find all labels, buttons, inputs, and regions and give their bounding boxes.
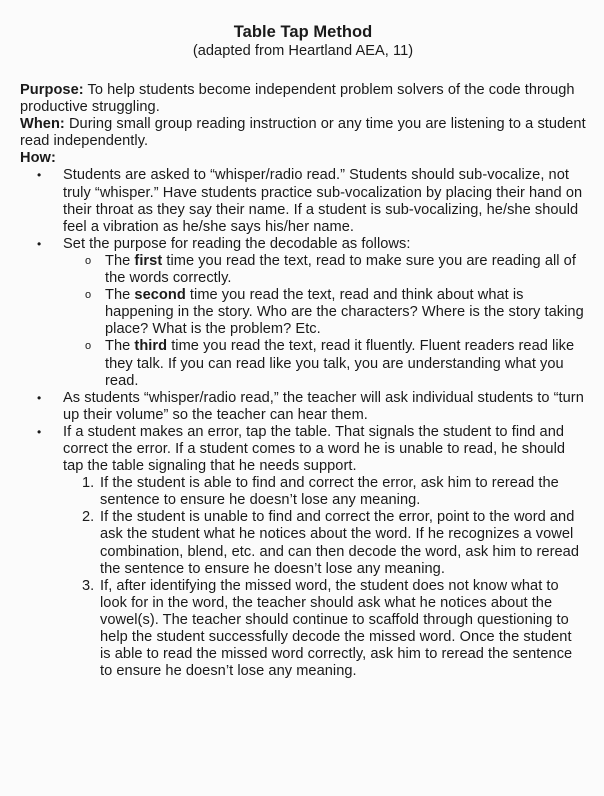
sub-bullet-text-pre: The xyxy=(105,338,135,355)
numbered-step xyxy=(82,475,586,509)
purpose-text: To help students become independent problem solvers of the code through productive struggling. xyxy=(20,82,575,116)
circle-bullet-icon: o xyxy=(85,289,92,302)
bullet-item xyxy=(37,167,586,235)
sub-bullet-text-pre: The xyxy=(105,287,135,304)
bullet-item xyxy=(37,235,586,390)
sub-bullet-text-pre: The xyxy=(105,252,135,269)
step-text: If the student is able to find and correct the error, ask him to reread the sentence to ensure he doesn’t lose any meaning. xyxy=(100,475,559,509)
bullet-icon: • xyxy=(37,424,42,439)
sub-bullet-text-post: time you read the text, read it fluently. Fluent readers read like they talk. If you can read like you talk, you are understanding what you read. xyxy=(105,338,575,389)
reading-purpose-list xyxy=(63,253,586,390)
how-label: How: xyxy=(20,150,56,167)
bullet-item xyxy=(37,423,586,680)
sub-bullet-text-post: time you read the text, read to make sure you are reading all of the words correctly. xyxy=(105,252,576,287)
error-steps-list xyxy=(63,475,586,680)
sub-bullet-text-post: time you read the text, read and think about what is happening in the story. Who are the characters? Where is the story taking place? What is the problem? Etc. xyxy=(105,287,584,338)
bullet-icon: • xyxy=(37,236,42,251)
bullet-text: Students are asked to “whisper/radio read.” Students should sub-vocalize, not truly “whisper.” Have students practice sub-vocalization by placing their hand on their throat as they say their name. If a student is sub-vocalizing, he/she should feel a vibration as he/she says his/her name. xyxy=(63,167,583,235)
purpose-label: Purpose: xyxy=(20,82,84,98)
numbered-step xyxy=(82,577,586,681)
bullet-text: As students “whisper/radio read,” the teacher will ask individual students to “turn up their volume” so the teacher can hear them. xyxy=(63,389,584,423)
when-label: When: xyxy=(20,116,65,133)
how-heading xyxy=(20,150,586,167)
sub-bullet-item xyxy=(85,338,586,389)
purpose-paragraph xyxy=(20,82,586,116)
how-bullet-list xyxy=(20,167,586,680)
step-number: 1. xyxy=(82,475,95,492)
sub-bullet-emphasis: first xyxy=(134,252,163,269)
when-text: During small group reading instruction or any time you are listening to a student read independently. xyxy=(20,116,586,150)
page-title: Table Tap Method xyxy=(233,23,373,41)
step-text: If the student is unable to find and correct the error, point to the word and ask the student what he notices about the word. If he recognizes a vowel combination, blend, etc. and can then decode the word, ask him to reread the sentence to ensure he doesn’t lose any meaning. xyxy=(100,509,580,577)
step-number: 2. xyxy=(82,509,95,526)
page-subtitle: (adapted from Heartland AEA, 11) xyxy=(192,43,414,59)
circle-bullet-icon: o xyxy=(85,254,92,267)
circle-bullet-icon: o xyxy=(85,340,92,353)
bullet-item xyxy=(37,389,586,424)
numbered-step xyxy=(82,509,586,577)
step-number: 3. xyxy=(82,577,95,594)
when-paragraph xyxy=(20,116,586,150)
bullet-text: Set the purpose for reading the decodable as follows: xyxy=(63,235,411,252)
sub-bullet-emphasis: second xyxy=(134,287,186,304)
bullet-icon: • xyxy=(37,168,42,183)
step-text: If, after identifying the missed word, the student does not know what to look for in the word, the teacher should ask what he notices about the vowel(s). The teacher should continue to scaffold through questioning to help the student successfully decode the missed word. Once the student is able to read the missed word correctly, ask him to reread the sentence to ensure he doesn’t lose any meaning. xyxy=(100,577,573,680)
sub-bullet-item xyxy=(85,287,586,338)
sub-bullet-item xyxy=(85,252,586,287)
bullet-text: If a student makes an error, tap the table. That signals the student to find and correct the error. If a student comes to a word he is unable to read, he should tap the table signaling that he needs support. xyxy=(63,423,566,475)
sub-bullet-emphasis: third xyxy=(134,338,168,355)
bullet-icon: • xyxy=(37,390,42,405)
